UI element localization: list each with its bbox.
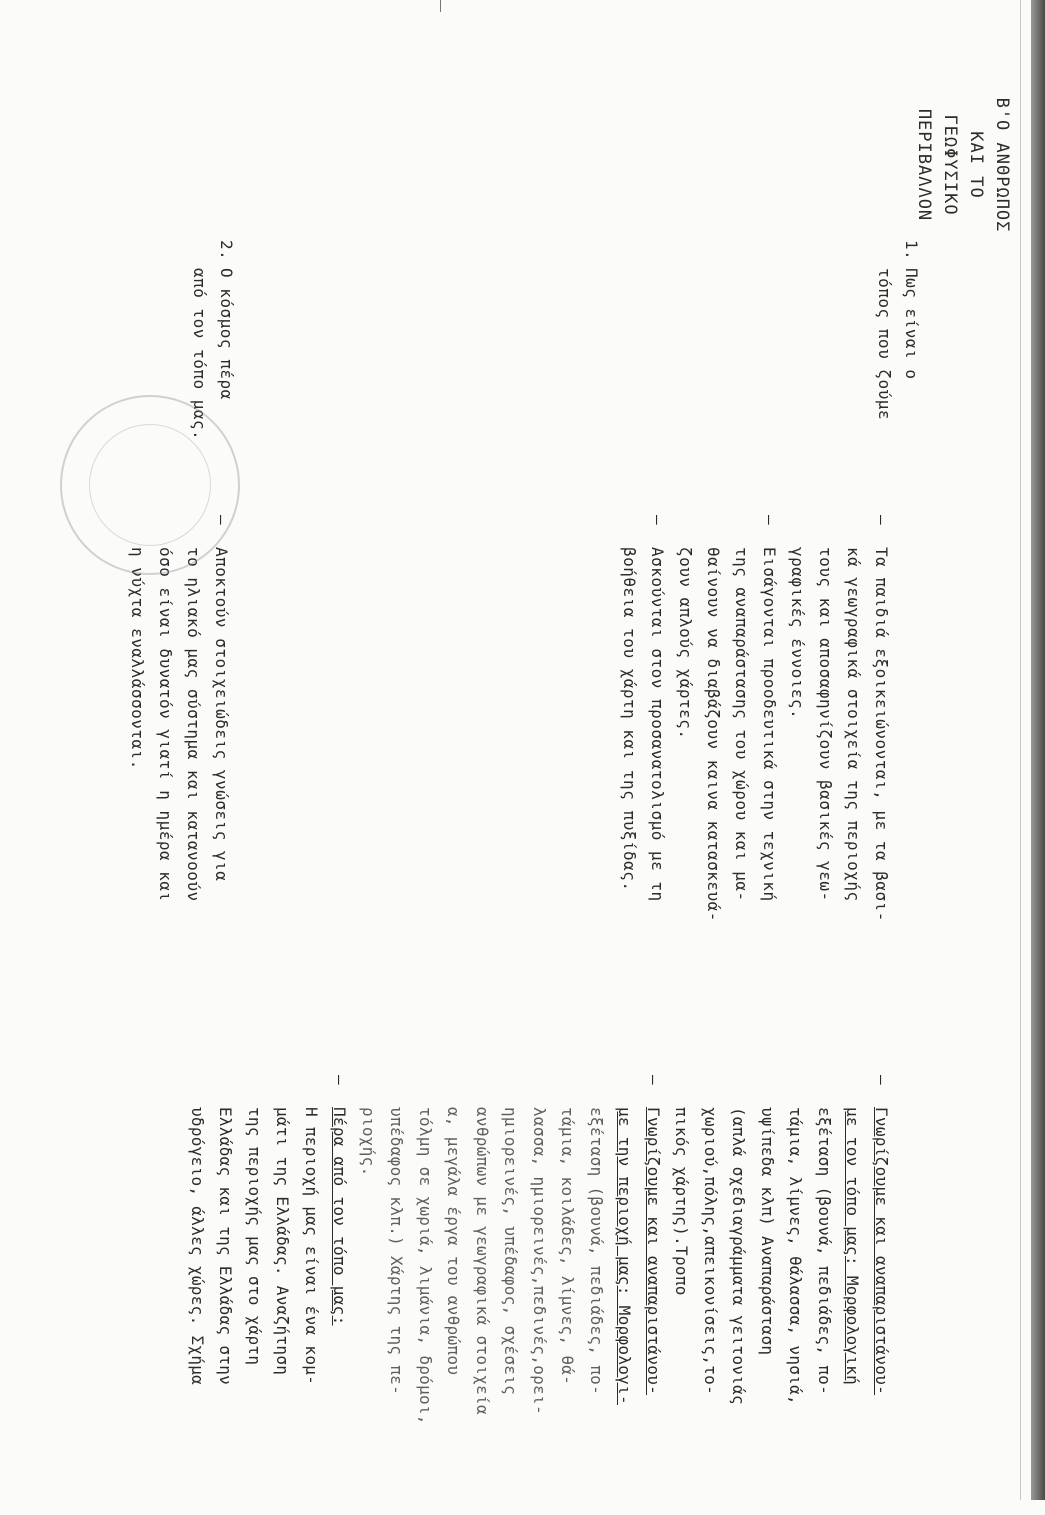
topic-title-line: Ο κόσμος πέρα	[217, 268, 236, 400]
objectives-topic-1	[615, 515, 895, 1075]
section-heading-line: ΚΑΙ ΤΟ	[966, 131, 986, 199]
objective-line: θαίνουν να διαβάζουν καινα κατασκευά-	[704, 547, 723, 922]
topic-1	[871, 240, 925, 520]
objective-line: Ασκούνται στον προσανατολισμό με τη	[648, 547, 667, 902]
objective-line: γραφικές έννοιες.	[788, 547, 807, 720]
content-line: με τον τόπο μας: Μορφολογική	[843, 1107, 863, 1386]
content-item	[354, 1075, 668, 1515]
topic-number: 1.	[902, 240, 921, 261]
objective-line: Τα παιδιά εξοικειώνονται, με τα βασι-	[872, 547, 891, 922]
dash-marker: –	[212, 515, 231, 526]
objectives-topic-2	[123, 515, 235, 1075]
content-line: Γνωρίζουμε και αναπαριστάνου-	[644, 1107, 663, 1396]
content-line: Η περιοχή μας είναι ένα κομ-	[302, 1107, 321, 1386]
objective-item	[615, 515, 671, 1075]
faded-stamp	[60, 395, 240, 575]
content-line: τάμια, κοιλάδες, λίμνες, θά-	[558, 1107, 578, 1386]
topic-title-line: Πως είναι ο	[902, 268, 921, 380]
content-item	[183, 1075, 354, 1515]
topic-number: 2.	[217, 240, 236, 261]
dash-marker: –	[648, 515, 667, 526]
topic-title-line: τόπος που ζούμε	[875, 268, 894, 420]
objective-line: Αποκτούν στοιχειώδεις γνώσεις για	[212, 547, 231, 882]
dash-marker: –	[330, 1075, 350, 1085]
content-line: λασσα, ημιορεινές,πεδινές,ορει-	[530, 1107, 549, 1415]
content-line: χωριού,πόλης,απεικονίσεις,το-	[701, 1107, 720, 1396]
content-line: εξέταση (βουνά, πεδιάδες, πο-	[587, 1107, 606, 1396]
content-line: Ελλάδας και της Ελλάδας στην	[216, 1107, 236, 1386]
topic-title-line: από τον τόπο μας.	[190, 268, 209, 441]
content-line: της περιοχής μας στο χάρτη	[245, 1107, 264, 1366]
section-heading	[911, 50, 1015, 280]
content-column	[183, 1075, 896, 1515]
content-line: τάμια, λίμνες, θάλασσα, νησιά,	[786, 1107, 806, 1405]
objective-line: της αναπαράστασης του χώρου και μα-	[732, 547, 751, 902]
content-line: υψίπεδα κλπ) Αναπαράσταση	[758, 1107, 777, 1356]
content-line: υπέδαφος κλπ.) Χάρτης της πε-	[387, 1107, 407, 1396]
content-line: ριοχής.	[359, 1107, 378, 1177]
objective-line: κά γεωγραφικά στοιχεία της περιοχής	[844, 547, 863, 902]
content-line: μάτι της Ελλάδας. Αναζήτηση	[273, 1107, 293, 1376]
section-heading-line: ΠΕΡΙΒΑΛΛΟΝ	[914, 108, 934, 222]
content-item	[667, 1075, 895, 1515]
content-line: εξέταση (βουνά, πεδιάδες, πο-	[815, 1107, 834, 1396]
objective-item	[783, 515, 895, 1075]
content-line: υδρόγειο, άλλες χώρες. Σχήμα	[188, 1107, 207, 1386]
objective-line: Εισάγονται προοδευτικά στην τεχνική	[760, 547, 779, 902]
dash-marker: –	[644, 1075, 663, 1085]
objective-line: ζουν απλούς χάρτες.	[676, 547, 695, 740]
section-heading-line: Β'Ο ΑΝΘΡΩΠΟΣ	[992, 97, 1012, 233]
objective-item	[671, 515, 783, 1075]
objective-item	[123, 515, 235, 1075]
dash-marker: –	[872, 515, 891, 526]
dash-marker: –	[760, 515, 779, 526]
dash-marker: –	[872, 1075, 891, 1085]
content-line: πικός χάρτης).Τροπο	[672, 1107, 692, 1296]
content-line: (απλά σχεδιαγράμματα γειτονιάς	[729, 1107, 749, 1405]
objective-line: τους και αποσαφηνίζουν βασικές γεω-	[816, 547, 835, 902]
objective-line: το ηλιακό μας σύστημα και κατανοούν	[184, 547, 203, 902]
content-line: α, μεγάλα έργα του ανθρώπου	[444, 1107, 464, 1376]
content-line: ημιορεινές, υπέδαφος, σχέσεις	[501, 1107, 521, 1396]
content-line: ανθρώπων με γεωγραφικά στοιχεία	[473, 1107, 492, 1415]
content-line: Γνωρίζουμε και αναπαριστάνου-	[872, 1107, 891, 1396]
objective-line: η νύχτα εναλλάσσονται.	[128, 547, 147, 770]
content-line: με την περιοχή μας: Μορφολογι-	[615, 1107, 635, 1405]
objective-line: όσο είναι δυνατόν γιατί η ημέρα και	[156, 547, 175, 902]
section-heading-line: ΓΕΩΦΥΣΙΚΟ	[940, 114, 960, 216]
content-line: τόλμη σε χωριά, λιμάνια, δρόμοι,	[416, 1107, 435, 1425]
objective-line: βοήθεια του χάρτη και της πυξίδας.	[620, 547, 639, 892]
content-line: Πέρα από τον τόπο μας:	[330, 1107, 350, 1326]
stamp-inner-ring	[89, 424, 211, 546]
